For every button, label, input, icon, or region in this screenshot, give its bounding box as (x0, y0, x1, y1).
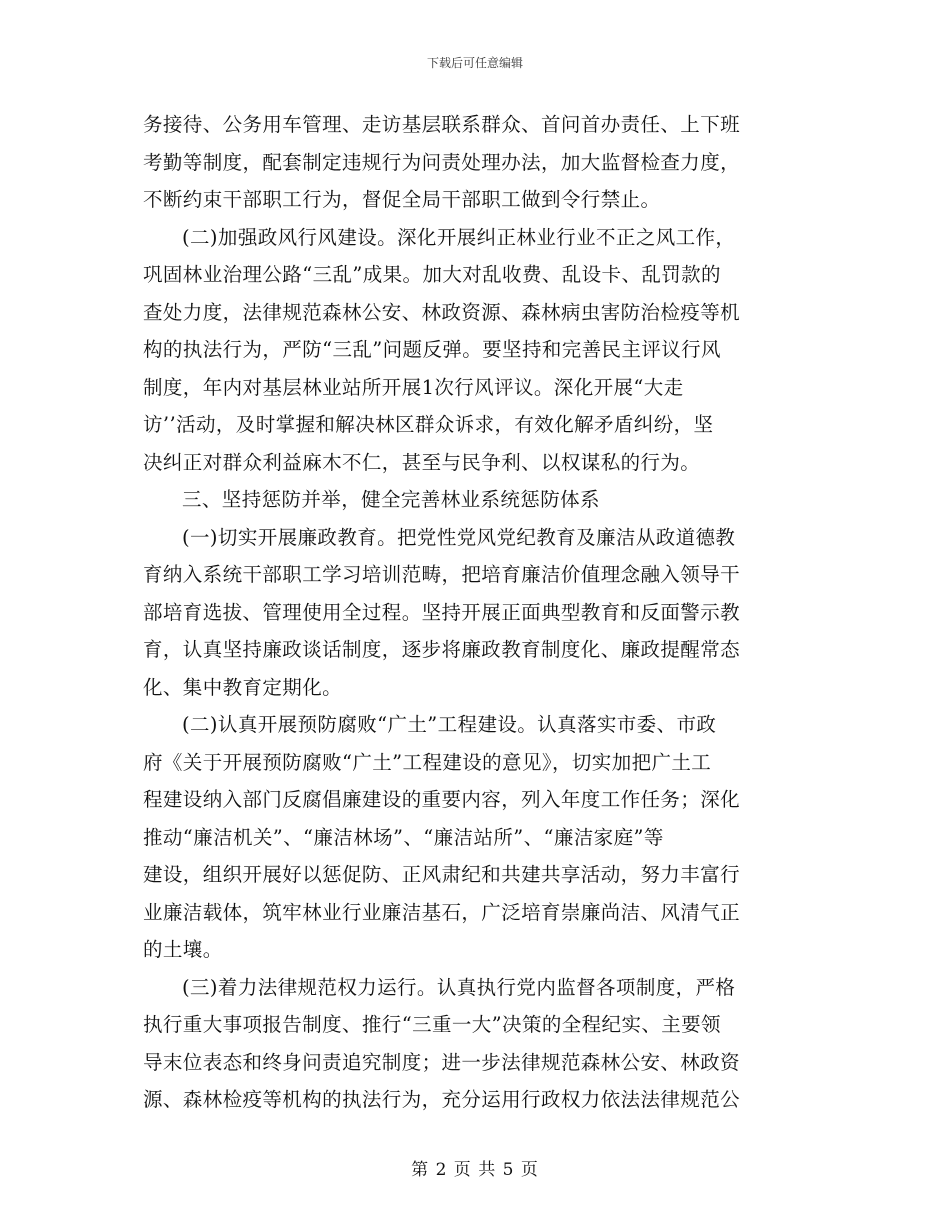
text-line: 构的执法行为，严防“三乱”问题反弹。要坚持和完善民主评议行风 (143, 338, 721, 361)
text-line: 业廉洁载体，筑牢林业行业廉洁基石，广泛培育崇廉尚洁、风清气正 (143, 900, 741, 924)
text-line: 务接待、公务用车管理、走访基层联系群众、首问首办责任、上下班 (143, 113, 741, 136)
paragraph-5 (143, 706, 795, 969)
text-line: 部培育选拔、管理使用全过程。坚持开展正面典型教育和反面警示教 (143, 600, 741, 624)
paragraph-2 (143, 219, 795, 482)
text-line: 府《关于开展预防腐败“广土”工程建设的意见》，切实加把广土工 (143, 750, 712, 774)
document-body (143, 106, 795, 1119)
text-line: 的土壤。 (143, 938, 223, 961)
text-line: (三)着力法律规范权力运行。认真执行党内监督各项制度，严格 (182, 975, 736, 999)
text-line: 程建设纳入部门反腐倡廉建设的重要内容，列入年度工作任务；深化 (143, 788, 741, 811)
text-line: 育，认真坚持廉政谈话制度，逐步将廉政教育制度化、廉政提醒常态 (143, 638, 741, 661)
text-line: (一)切实开展廉政教育。把党性党风党纪教育及廉洁从政道德教 (182, 525, 736, 549)
text-line: 源、森林检疫等机构的执法行为，充分运用行政权力依法法律规范公 (143, 1088, 741, 1111)
text-line: 不断约束干部职工行为，督促全局干部职工做到令行禁止。 (143, 188, 661, 211)
text-line: 育纳入系统干部职工学习培训范畴，把培育廉洁价值理念融入领导干 (143, 563, 741, 586)
paragraph-1 (143, 106, 795, 219)
text-line: 导末位表态和终身问责追究制度；进一步法律规范森林公安、林政资 (143, 1050, 741, 1074)
text-line: 建设，组织开展好以惩促防、正风肃纪和共建共享活动，努力丰富行 (143, 863, 741, 886)
text-line: (二)认真开展预防腐败“广土”工程建设。认真落实市委、市政 (182, 713, 717, 736)
text-line: 考勤等制度，配套制定违规行为问责处理办法，加大监督检查力度， (143, 150, 741, 174)
text-line: 执行重大事项报告制度、推行“三重一大”决策的全程纪实、主要领 (143, 1013, 721, 1036)
text-line: 决纠正对群众利益麻木不仁，甚至与民争利、以权谋私的行为。 (143, 450, 701, 474)
section-heading (143, 481, 795, 519)
text-line: 制度，年内对基层林业站所开展1次行风评议。深化开展“大走 (143, 375, 684, 399)
text-line: 访’’活动，及时掌握和解决林区群众诉求，有效化解矛盾纠纷，坚 (143, 413, 714, 436)
text-line: 巩固林业治理公路“三乱”成果。加大对乱收费、乱设卡、乱罚款的 (143, 263, 721, 286)
paragraph-6 (143, 969, 795, 1119)
text-line: 查处力度，法律规范森林公安、林政资源、森林病虫害防治检疫等机 (143, 300, 741, 324)
text-line: (二)加强政风行风建设。深化开展纠正林业行业不正之风工作， (182, 225, 736, 249)
text-line: 推动“廉洁机关”、“廉洁林场”、“廉洁站所”、“廉洁家庭”等 (143, 825, 664, 849)
text-line: 化、集中教育定期化。 (143, 675, 343, 699)
paragraph-4 (143, 519, 795, 707)
text-line: 三、坚持惩防并举，健全完善林业系统惩防体系 (182, 488, 600, 511)
page-header: 下载后可任意编辑 (426, 56, 523, 70)
page-number-footer: 第 2 页 共 5 页 (411, 1160, 539, 1180)
